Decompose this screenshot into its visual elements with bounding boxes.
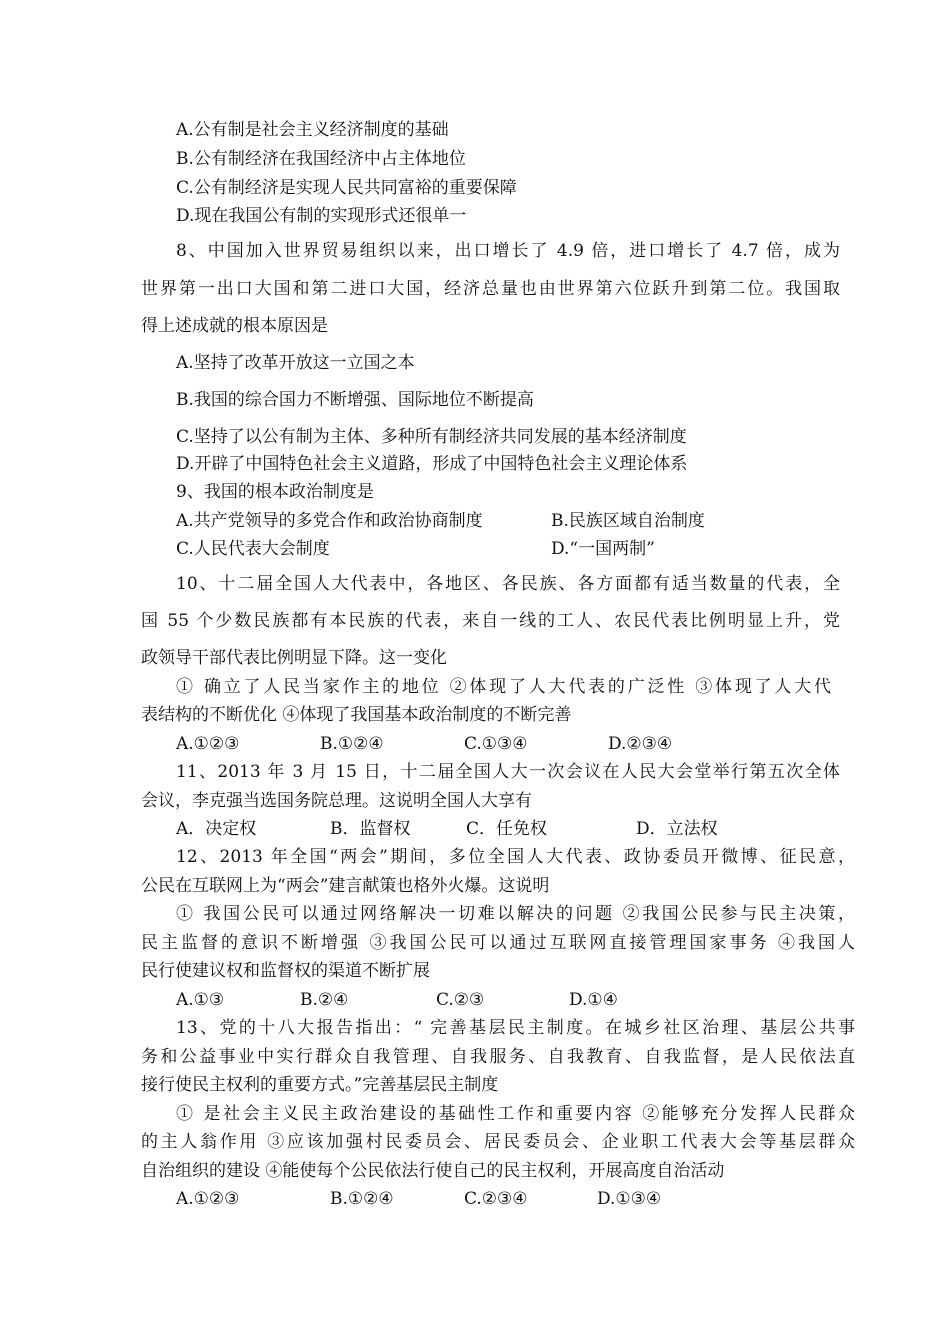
q7-option-a: A.公有制是社会主义经济制度的基础 <box>176 120 449 140</box>
q10-option-b: B.①②④ <box>320 734 384 754</box>
q9-option-b: B.民族区域自治制度 <box>551 511 705 531</box>
q13-stem-line: 13、党的十八大报告指出：“ 完善基层民主制度。在城乡社区治理、基层公共事 <box>176 1018 855 1038</box>
q10-stem-line: 政领导干部代表比例明显下降。这一变化 <box>141 648 447 668</box>
q12-option-a: A.①③ <box>176 990 225 1010</box>
q13-option-b: B.①②④ <box>330 1189 394 1209</box>
q8-option-d: D.开辟了中国特色社会主义道路，形成了中国特色社会主义理论体系 <box>176 454 688 474</box>
q13-stem-line: 务和公益事业中实行群众自我管理、自我服务、自我教育、自我监督，是人民依法直 <box>141 1047 855 1067</box>
q12-option-b: B.②④ <box>300 990 349 1010</box>
q12-statement-line: 民主监督的意识不断增强 ③我国公民可以通过互联网直接管理国家事务 ④我国人 <box>141 933 855 953</box>
q8-option-c: C.坚持了以公有制为主体、多种所有制经济共同发展的基本经济制度 <box>176 427 687 447</box>
q10-option-c: C.①③④ <box>464 734 528 754</box>
q12-stem-line: 公民在互联网上为“两会”建言献策也格外火爆。这说明 <box>141 876 550 896</box>
q11-stem-line: 11、2013 年 3 月 15 日，十二届全国人大一次会议在人民大会堂举行第五次全体 <box>176 762 840 782</box>
q9-option-d: D.“一国两制” <box>551 539 655 559</box>
q13-stem-line: 接行使民主权利的重要方式。”完善基层民主制度 <box>141 1075 499 1095</box>
q12-option-c: C.②③ <box>436 990 485 1010</box>
q12-statement-line: ① 我国公民可以通过网络解决一切难以解决的问题 ②我国公民参与民主决策， <box>176 904 855 924</box>
q13-statement-line: ① 是社会主义民主政治建设的基础性工作和重要内容 ②能够充分发挥人民群众 <box>176 1104 855 1124</box>
q8-option-b: B.我国的综合国力不断增强、国际地位不断提高 <box>176 390 534 410</box>
q13-statement-line: 自治组织的建设 ④能使每个公民依法行使自己的民主权利，开展高度自治活动 <box>141 1161 725 1181</box>
q8-stem-line: 得上述成就的根本原因是 <box>141 316 328 336</box>
q9-stem: 9、我国的根本政治制度是 <box>176 482 374 502</box>
q12-statement-line: 民行使建议权和监督权的渠道不断扩展 <box>141 961 430 981</box>
q7-option-b: B.公有制经济在我国经济中占主体地位 <box>176 149 466 169</box>
q11-option-d: D．立法权 <box>636 819 718 839</box>
q13-option-d: D.①③④ <box>597 1189 662 1209</box>
q7-option-c: C.公有制经济是实现人民共同富裕的重要保障 <box>176 178 517 198</box>
q13-option-a: A.①②③ <box>176 1189 240 1209</box>
q9-option-c: C.人民代表大会制度 <box>176 539 330 559</box>
q13-statement-line: 的主人翁作用 ③应该加强村民委员会、居民委员会、企业职工代表大会等基层群众 <box>141 1132 855 1152</box>
q11-option-c: C．任免权 <box>466 819 548 839</box>
q10-statement-line: 表结构的不断优化 ④体现了我国基本政治制度的不断完善 <box>141 705 572 725</box>
q13-option-c: C.②③④ <box>464 1189 528 1209</box>
q11-option-b: B．监督权 <box>330 819 411 839</box>
q12-option-d: D.①④ <box>569 990 618 1010</box>
q10-stem-line: 10、十二届全国人大代表中，各地区、各民族、各方面都有适当数量的代表，全 <box>176 574 840 594</box>
q10-option-a: A.①②③ <box>176 734 240 754</box>
q8-stem-line: 8、中国加入世界贸易组织以来，出口增长了 4.9 倍，进口增长了 4.7 倍，成为 <box>176 241 840 261</box>
q9-option-a: A.共产党领导的多党合作和政治协商制度 <box>176 511 483 531</box>
q11-stem-line: 会议，李克强当选国务院总理。这说明全国人大享有 <box>141 791 532 811</box>
q11-option-a: A．决定权 <box>176 819 257 839</box>
q10-statement-line: ① 确立了人民当家作主的地位 ②体现了人大代表的广泛性 ③体现了人大代 <box>176 677 831 697</box>
q10-stem-line: 国 55 个少数民族都有本民族的代表，来自一线的工人、农民代表比例明显上升，党 <box>141 611 840 631</box>
q7-option-d: D.现在我国公有制的实现形式还很单一 <box>176 206 467 226</box>
q8-option-a: A.坚持了改革开放这一立国之本 <box>176 353 415 373</box>
q10-option-d: D.②③④ <box>608 734 673 754</box>
q12-stem-line: 12、2013 年全国“两会”期间，多位全国人大代表、政协委员开微博、征民意， <box>176 847 855 867</box>
q8-stem-line: 世界第一出口大国和第二进口大国，经济总量也由世界第六位跃升到第二位。我国取 <box>141 279 840 299</box>
